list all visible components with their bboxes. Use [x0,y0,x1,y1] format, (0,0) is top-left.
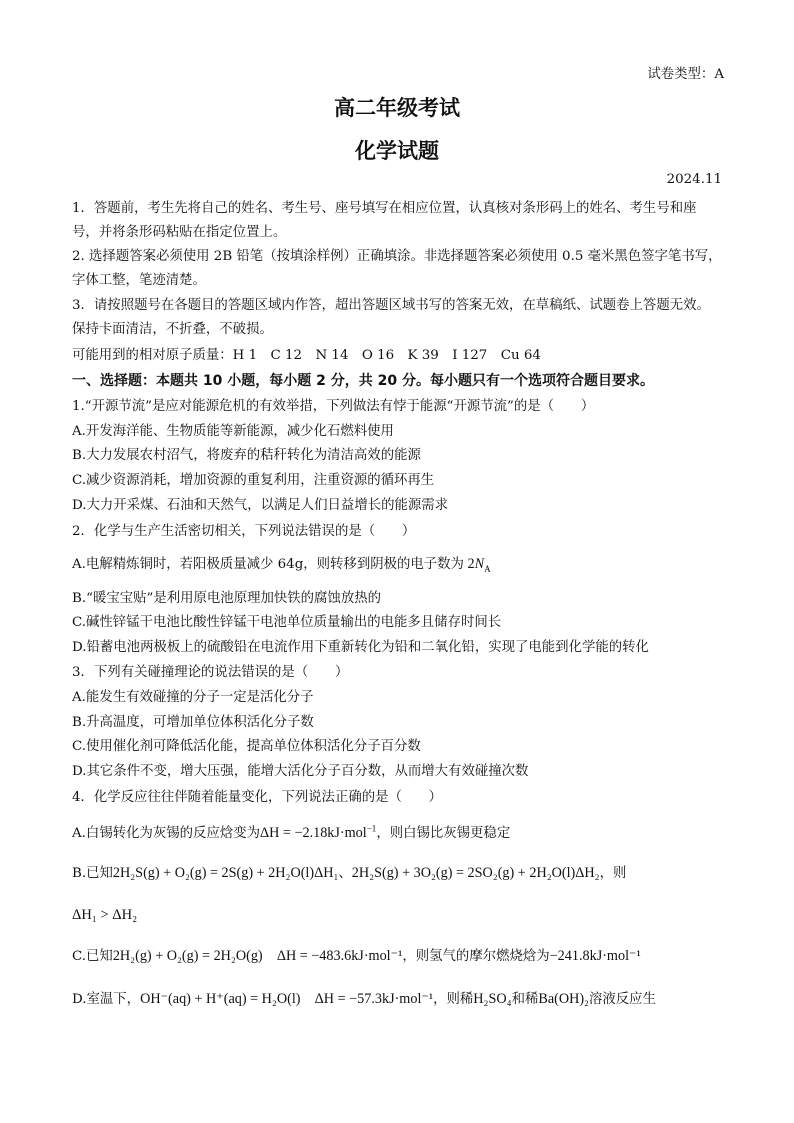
q4-option-b [72,864,626,883]
section-heading: 一、选择题：本题共 10 小题，每小题 2 分，共 20 分。每小题只有一个选项符合题目要求。 [72,373,654,389]
question-4-stem: 4．化学反应往往伴随着能量变化，下列说法正确的是（ ） [72,790,443,805]
q4-b-tail: ，则 [599,866,627,881]
q2-a-text: A.电解精炼铜时，若阳极质量减少 64g，则转移到阴极的电子数为 [72,557,464,572]
instruction-line: 号，并将条形码粘贴在指定位置上。 [72,225,287,240]
q1-option-a: A.开发海洋能、生物质能等新能源，减少化石燃料使用 [72,424,394,439]
exam-subject: 化学试题 [355,139,439,163]
exam-date: 2024.11 [666,172,722,187]
question-1-stem: 1.“开源节流”是应对能源危机的有效举措，下列做法有悖于能源“开源节流”的是（ ） [72,399,595,414]
q4-b-eq1: 2H₂S(g) + O₂(g) = 2S(g) + 2H₂O(l)ΔH₁ [112,865,339,881]
q4-d-mid: ，则稀 [433,992,474,1007]
q4-c-mid: ，则氢气的摩尔燃烧焓为 [402,949,550,964]
q4-b-text: B.已知 [72,866,113,881]
q3-option-d: D.其它条件不变，增大压强，能增大活化分子百分数，从而增大有效碰撞次数 [72,764,529,779]
question-2-stem: 2．化学与生产生活密切相关，下列说法错误的是（ ） [72,524,416,539]
q2-option-c: C.碱性锌锰干电池比酸性锌锰干电池单位质量输出的电能多且储存时间长 [72,615,502,630]
atomic-masses: 可能用到的相对原子质量：H 1 C 12 N 14 O 16 K 39 I 127 Cu 64 [72,348,541,363]
q3-option-b: B.升高温度，可增加单位体积活化分子数 [72,715,314,730]
instruction-line: 3．请按照题号在各题目的答题区域内作答，超出答题区域书写的答案无效，在草稿纸、试题卷上答题无效。 [72,298,710,313]
q4-b-condition: ΔH₁ > ΔH₂ [72,907,138,923]
q4-c-eq: 2H₂(g) + O₂(g) = 2H₂O(g) ΔH = −483.6kJ·mol⁻¹ [112,948,403,964]
instruction-line: 2. 选择题答案必须使用 2B 铅笔（按填涂样例）正确填涂。非选择题答案必须使用 0.5 毫米黑色签字笔书写， [72,249,722,264]
q4-d-eq: OH⁻(aq) + H⁺(aq) = H₂O(l) ΔH = −57.3kJ·mol⁻¹ [140,991,434,1007]
q1-option-b: B.大力发展农村沼气，将废弃的秸秆转化为清洁高效的能源 [72,448,421,463]
q4-c-text: C.已知 [72,949,113,964]
q4-b-eq2: 2H₂S(g) + 3O₂(g) = 2SO₂(g) + 2H₂O(l)ΔH₂ [351,865,600,881]
exam-type-label: 试卷类型：A [647,67,724,82]
q4-option-a [72,824,510,843]
q2-option-a [72,555,491,574]
q4-option-c [72,947,641,966]
q4-d-text: D.室温下， [72,992,141,1007]
q4-a-math: ΔH = −2.18kJ·mol$^{-1}$ [260,823,377,841]
q1-option-c: C.减少资源消耗，增加资源的重复利用，注重资源的循环再生 [72,473,435,488]
q3-option-c: C.使用催化剂可降低活化能，提高单位体积活化分子百分数 [72,739,421,754]
q2-a-math: $2N_A$ [467,556,491,574]
instruction-line: 字体工整，笔迹清楚。 [72,273,206,288]
instruction-line: 1．答题前，考生先将自己的姓名、考生号、座号填写在相应位置，认真核对条形码上的姓名、考生号和座 [72,201,697,216]
q4-d-base: Ba(OH)₂ [538,991,590,1007]
instruction-line: 保持卡面清洁，不折叠，不破损。 [72,322,273,337]
q4-d-acid: H₂SO₄ [473,991,512,1007]
q1-option-d: D.大力开采煤、石油和天然气，以满足人们日益增长的能源需求 [72,498,449,513]
q4-d-and: 和稀 [511,992,539,1007]
q2-option-b: B.“暖宝宝贴”是利用原电池原理加快铁的腐蚀放热的 [72,591,381,606]
exam-title: 高二年级考试 [334,96,460,120]
q2-option-d: D.铅蓄电池两极板上的硫酸铅在电流作用下重新转化为铅和二氧化铅，实现了电能到化学能的转化 [72,640,649,655]
q4-a-tail: ，则白锡比灰锡更稳定 [376,826,511,841]
q4-a-text: A.白锡转化为灰锡的反应焓变为 [72,826,261,841]
q3-option-a: A.能发生有效碰撞的分子一定是活化分子 [72,690,314,705]
q4-c-value: −241.8kJ·mol⁻¹ [549,948,641,964]
q4-d-tail: 溶液反应生 [589,992,656,1007]
question-3-stem: 3．下列有关碰撞理论的说法错误的是（ ） [72,665,349,680]
q4-b-sep: 、 [338,866,352,881]
q4-option-d [72,990,656,1009]
